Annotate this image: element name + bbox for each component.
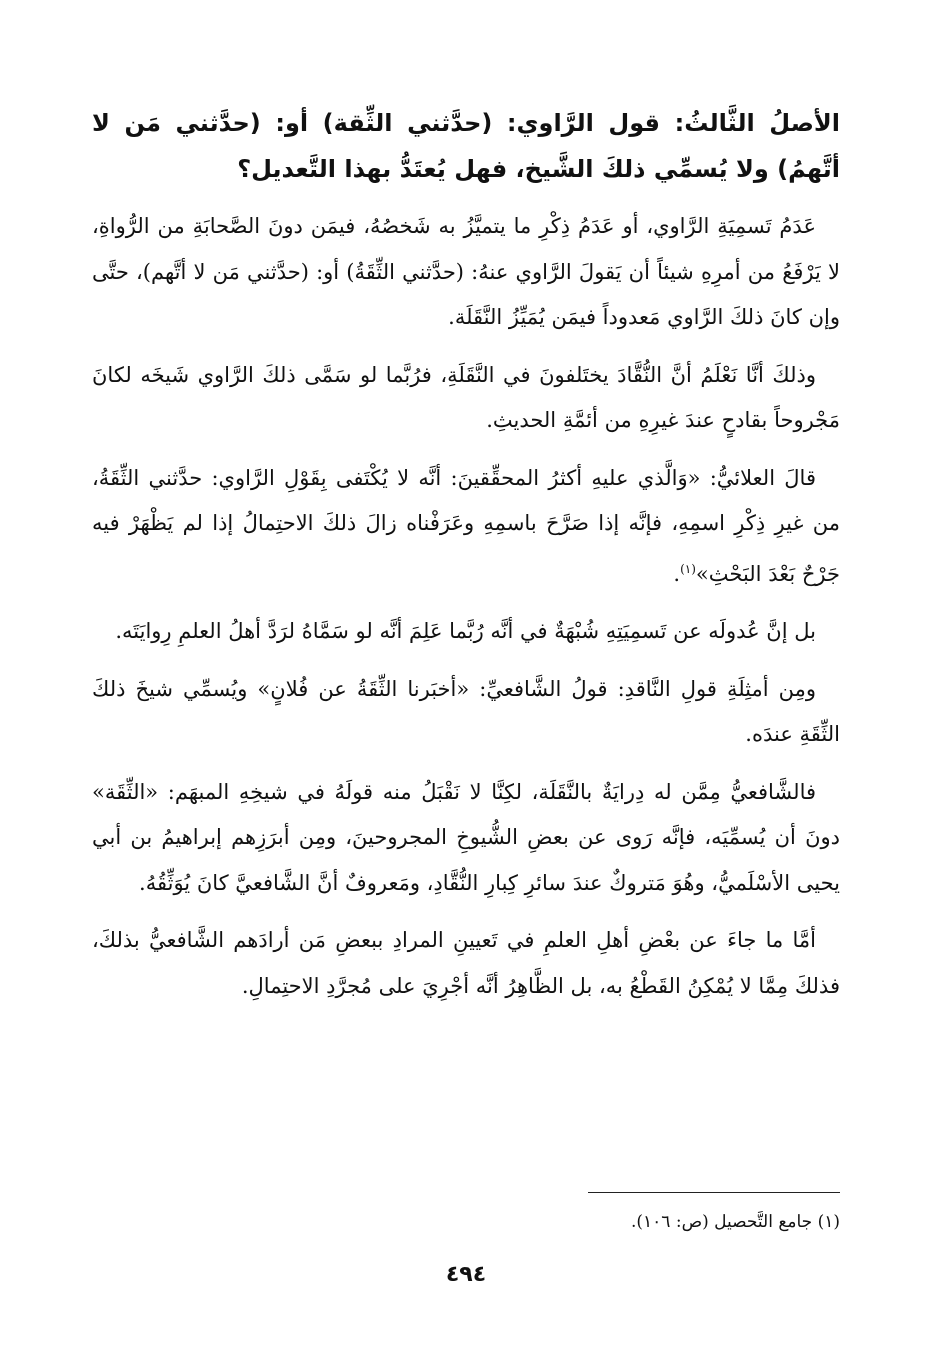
page-number: ٤٩٤ (445, 1262, 487, 1287)
paragraph-4: بل إنَّ عُدولَه عن تَسمِيَتِهِ شُبْهَةٌ في أنَّه رُبَّما عَلِمَ أنَّه لو سَمَّاهُ لرَدَّ أهلُ العلمِ رِوايَتَه. (115, 619, 816, 643)
footnote: (١) جامع التَّحصيل (ص: ١٠٦). (631, 1212, 840, 1232)
paragraph-3 (92, 456, 840, 598)
paragraph-6: فالشَّافعيُّ مِمَّن له دِرايَةٌ بالنَّقَلَة، لكِنَّا لا نَقْبَلُ منه قولَهُ في شيخِهِ المبهَم: «الثِّقَة» دونَ أن يُسمِّيَه، فإنَّه رَوى عن بعضِ الشُّيوخِ المجروحينَ، ومِن أبرَزِهم إبراهيمُ بن أبي يحيى الأسْلَميُّ، وهُوَ مَتروكٌ عندَ سائرِ كِبارِ النُّقَّادِ، ومَعروفٌ أنَّ الشَّافعيَّ كانَ يُوَثِّقُهُ. (92, 779, 840, 895)
paragraph-1: عَدَمُ تَسمِيَةِ الرَّاوي، أو عَدَمُ ذِكْرِ ما يتميَّزُ به شَخصُهُ، فيمَن دونَ الصَّحابَةِ من الرُّواةِ، لا يَرْفَعُ من أمرِهِ شيئاً أن يَقولَ الرَّاوي عنهُ: (حدَّثني الثِّقَةُ) أو: (حدَّثني مَن لا أتَّهم)، حتَّى وإن كانَ ذلكَ الرَّاوي مَعدوداً فيمَن يُمَيِّزُ النَّقَلَة. (92, 214, 840, 329)
footnote-divider (588, 1192, 840, 1193)
paragraph-2: وذلكَ أنَّا نَعْلَمُ أنَّ النُّقَّادَ يختَلفونَ في النَّقَلَةِ، فرُبَّما لو سَمَّى ذلكَ الرَّاوي شَيخَه لكانَ مَجْروحاً بقادحٍ عندَ غيرِهِ من أئمَّةِ الحديثِ. (92, 362, 840, 432)
paragraph-5: ومِن أمثِلَةِ قولِ النَّاقدِ: قولُ الشَّافعيِّ: «أخبَرنا الثِّقَةُ عن فُلانٍ» ويُسمِّي شيخَ ذلكَ الثِّقَةِ عندَه. (92, 676, 840, 746)
footnote-marker: (١) (680, 561, 696, 576)
paragraph-3-end: . (673, 561, 681, 586)
paragraph-7: أمَّا ما جاءَ عن بعْضِ أهلِ العلمِ في تَعيينِ المرادِ ببعضِ مَن أرادَهم الشَّافعيُّ بذلكَ، فذلكَ مِمَّا لا يُمْكِنُ القَطْعُ به، بل الظَّاهِرُ أنَّه أجْرِيَ على مُجرَّدِ الاحتِمالِ. (92, 928, 840, 998)
section-heading: الأصلُ الثَّالثُ: قول الرَّاوي: (حدَّثني الثِّقة) أو: (حدَّثني مَن لا أتَّهمُ) ولا يُسمِّي ذلكَ الشَّيخ، فهل يُعتَدُّ بهذا التَّعديل؟ (92, 109, 840, 183)
paragraph-3-text: قالَ العلائيُّ: «وَالَّذي عليهِ أكثرُ المحقِّقينَ: أنَّه لا يُكْتَفى بِقَوْلِ الرَّاوي: حدَّثني الثِّقَةُ، من غيرِ ذِكْرِ اسمِهِ، فإنَّه إذا صَرَّحَ باسمِهِ وعَرَفْناه زالَ ذلكَ الاحتِمالُ إذا لم يَظْهَرْ فيه جَرْحٌ بَعْدَ البَحْثِ» (92, 465, 840, 586)
book-page (92, 100, 840, 1340)
